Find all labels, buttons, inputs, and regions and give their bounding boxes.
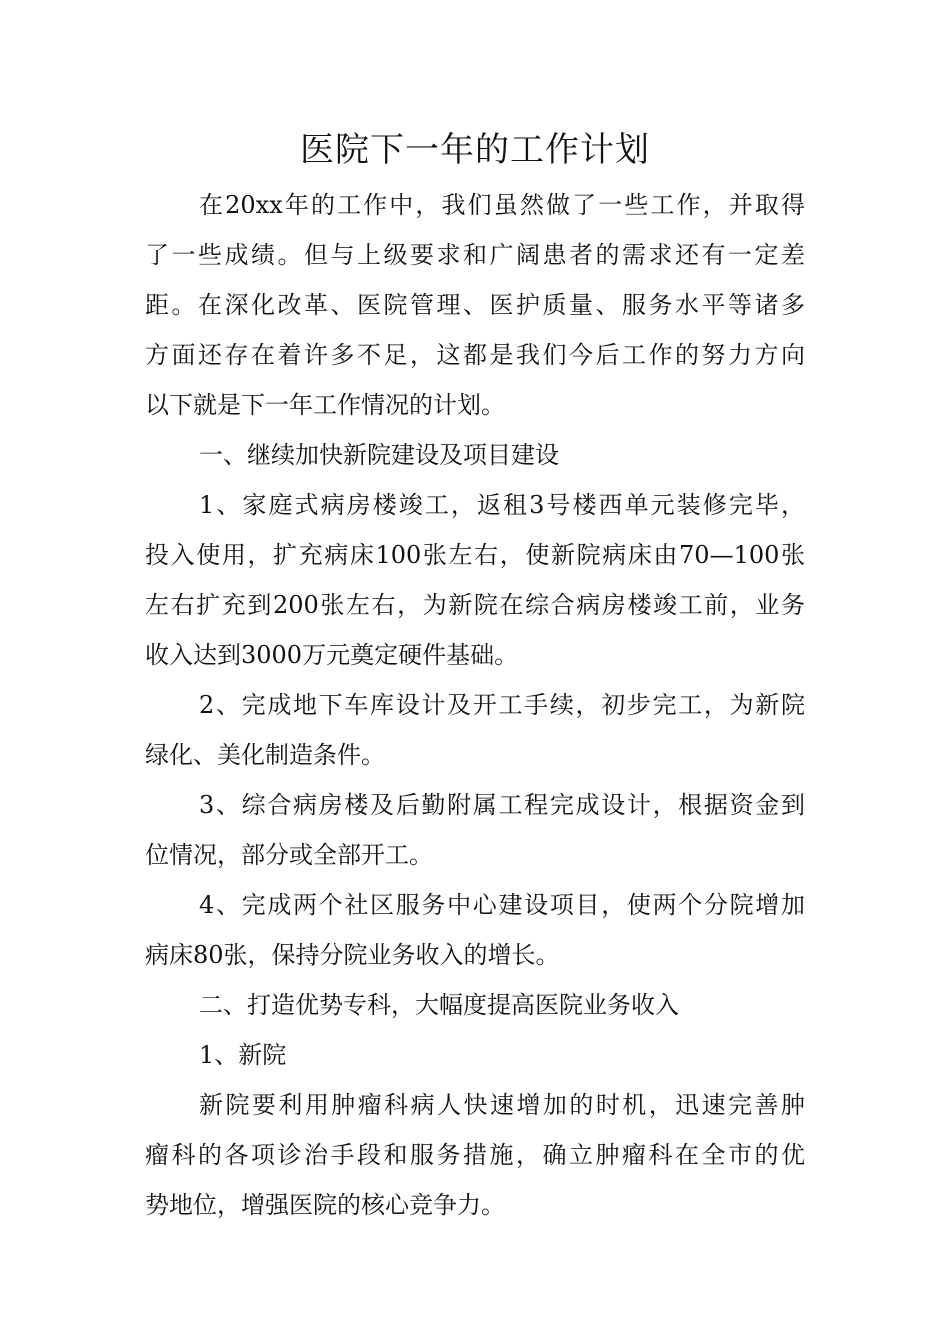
- paragraph-item-1-4: [145, 880, 805, 980]
- text-line: 位情况，部分或全部开工。: [145, 841, 433, 869]
- paragraph-item-1-1: [145, 480, 805, 680]
- text-line: 距。在深化改革、医院管理、医护质量、服务水平等诸多: [145, 291, 805, 319]
- text-line: 收入达到3000万元奠定硬件基础。: [145, 641, 519, 669]
- text-line: 1、新院: [199, 1041, 287, 1069]
- document-page: [145, 120, 805, 1230]
- text-line: 绿化、美化制造条件。: [145, 741, 385, 769]
- text-line: 1、家庭式病房楼竣工，返租3号楼西单元装修完毕，: [199, 491, 805, 519]
- text-line: 投入使用，扩充病床100张左右，使新院病床由70—100张: [145, 541, 805, 569]
- text-line: 3、综合病房楼及后勤附属工程完成设计，根据资金到: [199, 791, 805, 819]
- document-body: [145, 180, 805, 1230]
- subheading-2-1: [145, 1030, 805, 1080]
- text-line: 了一些成绩。但与上级要求和广阔患者的需求还有一定差: [145, 241, 805, 269]
- text-line: 瘤科的各项诊治手段和服务措施，确立肿瘤科在全市的优: [145, 1141, 805, 1169]
- text-line: 病床80张，保持分院业务收入的增长。: [145, 941, 560, 969]
- paragraph-item-1-2: [145, 680, 805, 780]
- text-line: 4、完成两个社区服务中心建设项目，使两个分院增加: [199, 891, 805, 919]
- paragraph-item-2-1: [145, 1080, 805, 1230]
- text-line: 在20xx年的工作中，我们虽然做了一些工作，并取得: [199, 191, 805, 219]
- text-line: 新院要利用肿瘤科病人快速增加的时机，迅速完善肿: [199, 1091, 805, 1119]
- text-line: 左右扩充到200张左右，为新院在综合病房楼竣工前，业务: [145, 591, 805, 619]
- text-line: 以下就是下一年工作情况的计划。: [145, 391, 505, 419]
- section-heading-1: [145, 430, 805, 480]
- paragraph-item-1-3: [145, 780, 805, 880]
- paragraph-intro: [145, 180, 805, 430]
- text-line: 一、继续加快新院建设及项目建设: [199, 441, 559, 469]
- section-heading-2: [145, 980, 805, 1030]
- text-line: 势地位，增强医院的核心竞争力。: [145, 1191, 505, 1219]
- text-line: 方面还存在着许多不足，这都是我们今后工作的努力方向: [145, 341, 805, 369]
- text-line: 2、完成地下车库设计及开工手续，初步完工，为新院: [199, 691, 805, 719]
- text-line: 二、打造优势专科，大幅度提高医院业务收入: [199, 991, 679, 1019]
- document-title: 医院下一年的工作计划: [300, 130, 650, 170]
